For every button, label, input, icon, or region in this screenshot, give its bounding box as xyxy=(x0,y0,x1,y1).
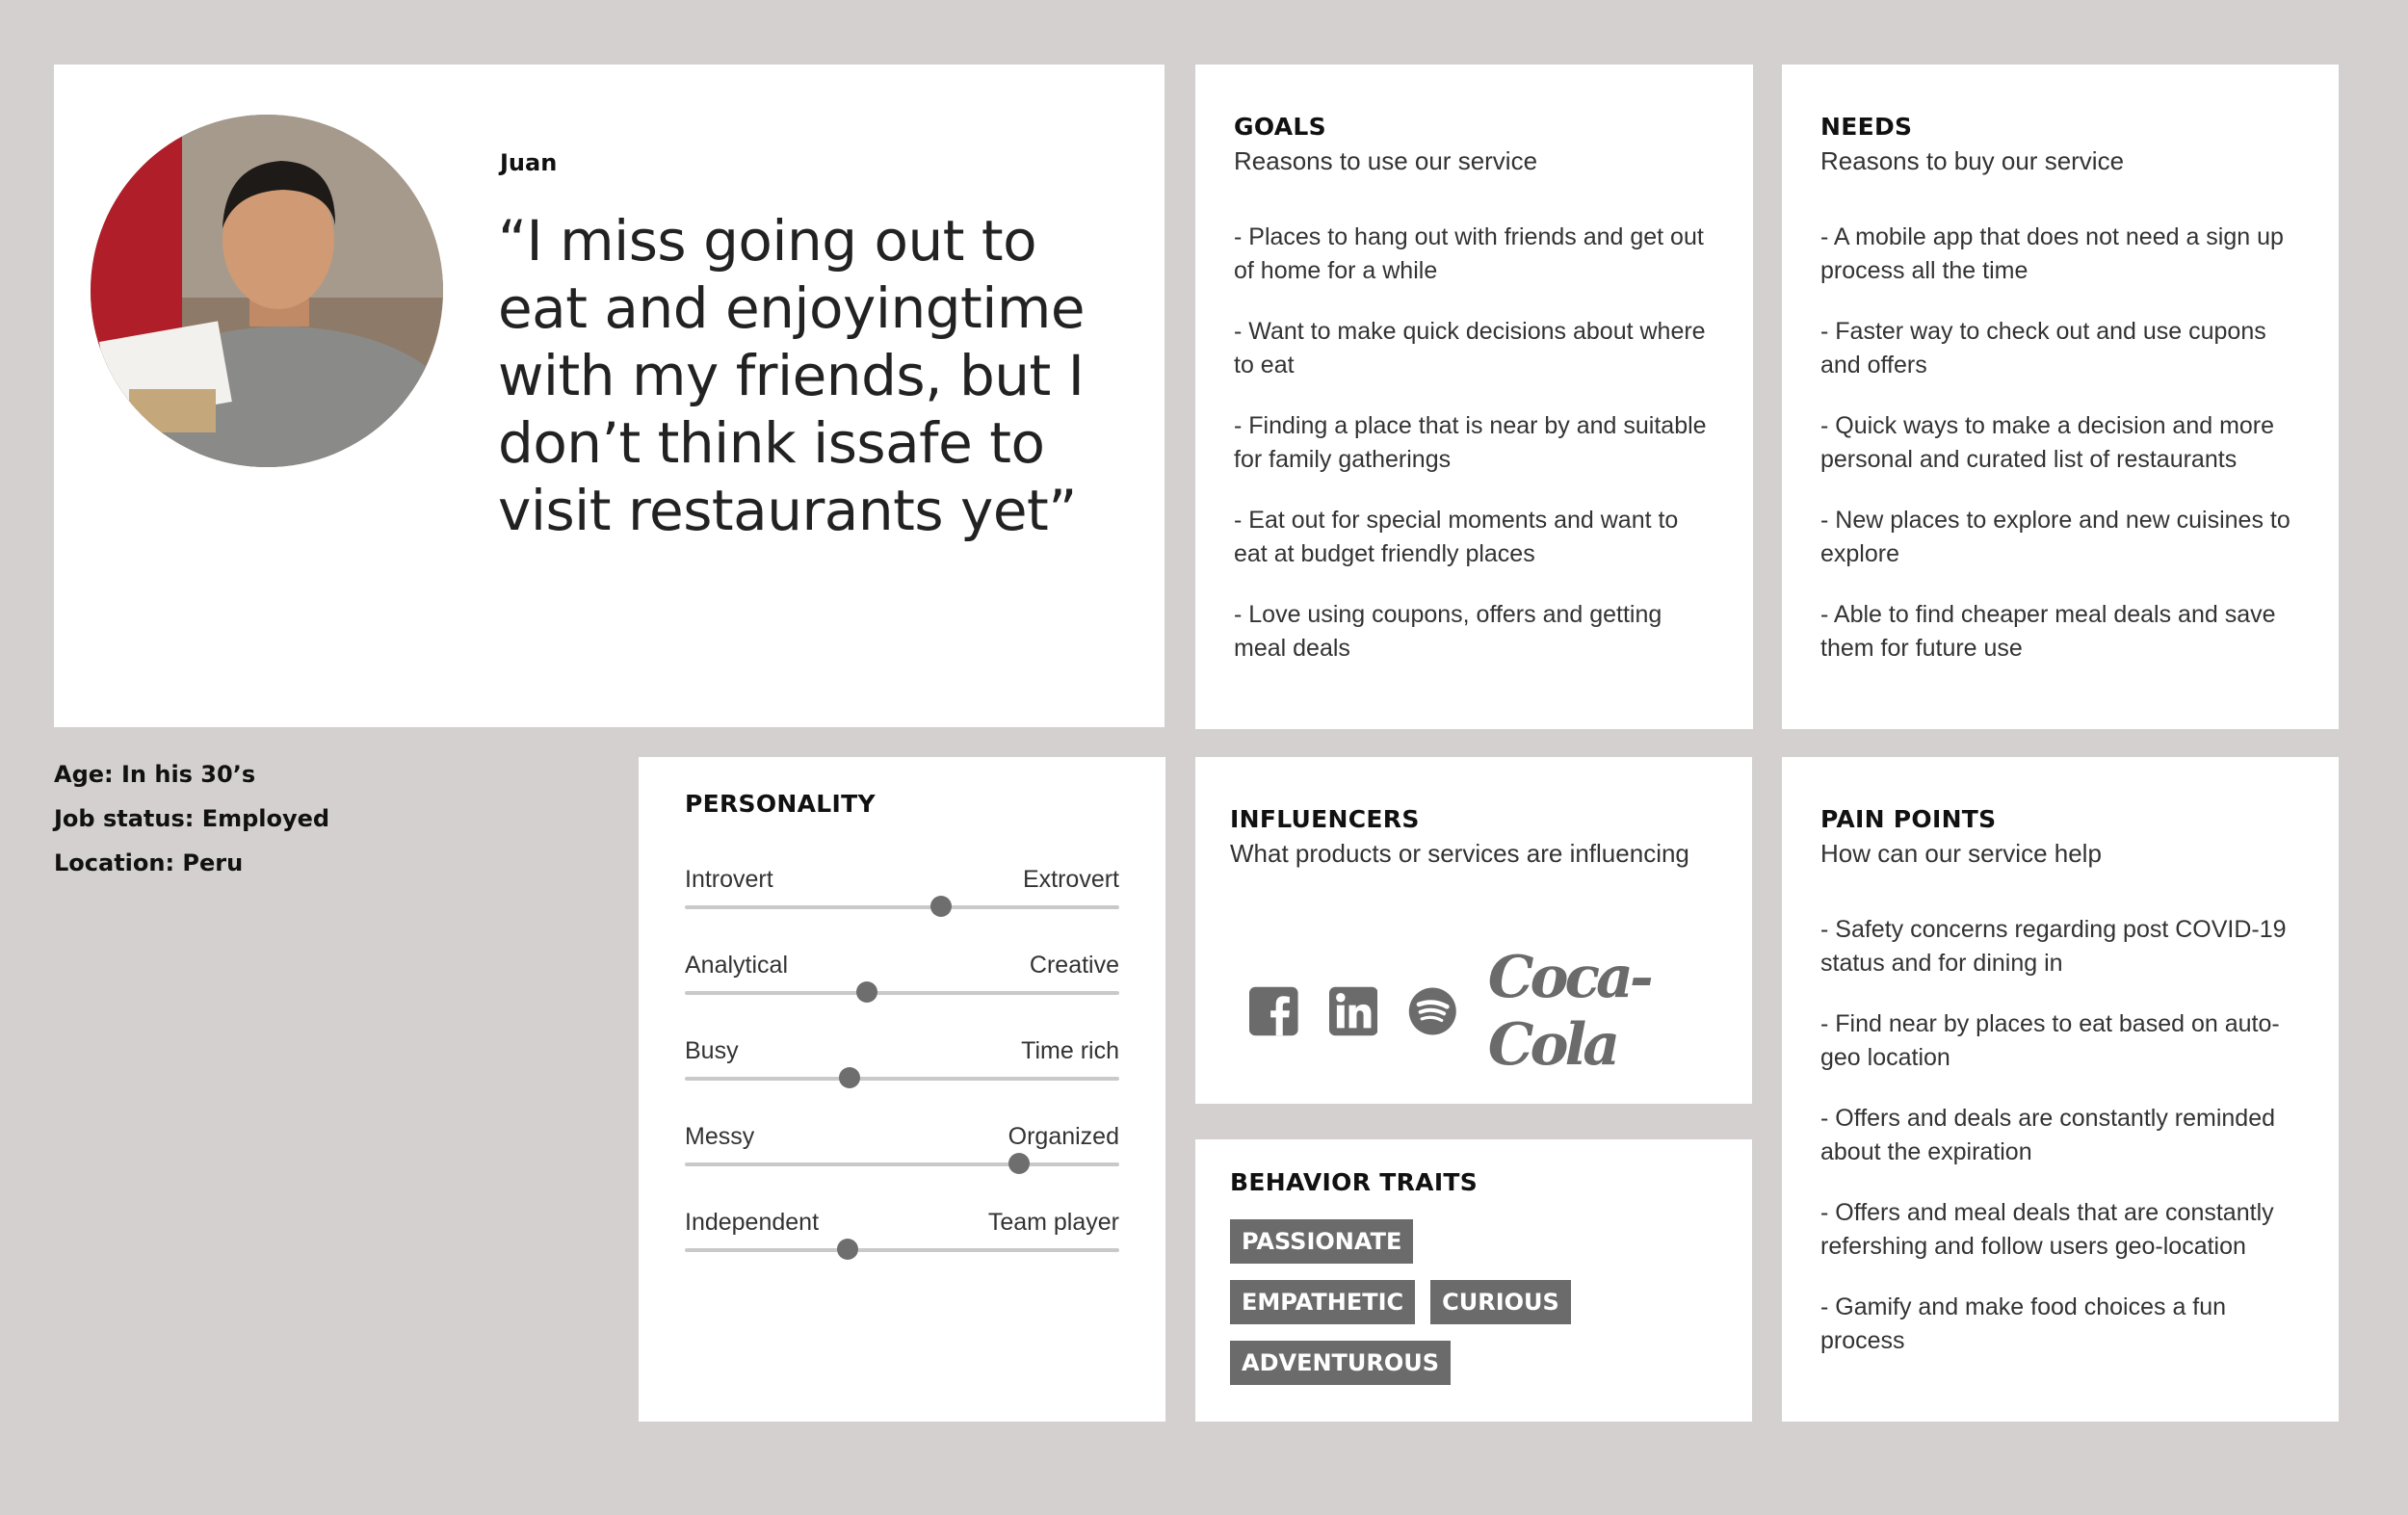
personality-slider xyxy=(685,866,1119,909)
avatar xyxy=(91,115,443,467)
goals-subtitle: Reasons to use our service xyxy=(1234,146,1538,175)
goal-item: - Want to make quick decisions about where to eat xyxy=(1234,318,1706,379)
need-item: - Quick ways to make a decision and more personal and curated list of restaurants xyxy=(1820,412,2275,473)
linkedin-icon xyxy=(1329,980,1378,1042)
need-item: - Faster way to check out and use cupons and offers xyxy=(1820,318,2266,379)
age-text: Age: In his 30’s xyxy=(54,761,256,788)
slider-left-label: Busy xyxy=(685,1037,739,1064)
slider-track xyxy=(685,1077,1119,1081)
personality-slider xyxy=(685,1037,1119,1081)
goal-item: - Finding a place that is near by and suitable for family gatherings xyxy=(1234,412,1707,473)
slider-right-label: Team player xyxy=(987,1209,1119,1236)
pain-point-item: - Offers and meal deals that are constantly refershing and follow users geo-location xyxy=(1820,1199,2274,1260)
influencers-title: INFLUENCERS xyxy=(1230,805,1420,833)
behavior-title: BEHAVIOR TRAITS xyxy=(1230,1168,1479,1196)
goals-title: GOALS xyxy=(1234,113,1326,141)
trait-tags xyxy=(1230,1219,1615,1401)
needs-subtitle: Reasons to buy our service xyxy=(1820,146,2125,175)
personality-card xyxy=(639,757,1165,1422)
slider-left-label: Introvert xyxy=(685,866,773,893)
personality-slider xyxy=(685,1123,1119,1166)
needs-title: NEEDS xyxy=(1820,113,1913,141)
pain-points-card xyxy=(1782,757,2339,1422)
slider-track xyxy=(685,991,1119,995)
personality-title: PERSONALITY xyxy=(685,790,876,818)
slider-track xyxy=(685,1162,1119,1166)
goal-item: - Places to hang out with friends and get out of home for a while xyxy=(1234,223,1704,284)
slider-right-label: Creative xyxy=(1029,952,1119,979)
persona-name: Juan xyxy=(500,149,558,176)
need-item: - New places to explore and new cuisines to explore xyxy=(1820,507,2290,567)
pain-point-item: - Gamify and make food choices a fun process xyxy=(1820,1293,2227,1354)
pain-points-subtitle: How can our service help xyxy=(1820,839,2102,868)
trait-tag: CURIOUS xyxy=(1430,1280,1571,1324)
need-item: - Able to find cheaper meal deals and save them for future use xyxy=(1820,601,2276,662)
slider-left-label: Independent xyxy=(685,1209,820,1236)
spotify-icon xyxy=(1408,980,1457,1042)
slider-right-label: Organized xyxy=(1008,1123,1119,1150)
needs-list xyxy=(1820,221,2300,666)
need-item: - A mobile app that does not need a sign up process all the time xyxy=(1820,223,2284,284)
brand-logos xyxy=(1249,944,1717,1079)
persona-quote: “I miss going out to eat and enjoyingtime with my friends, but I don’t think issafe to visit restaurants yet” xyxy=(498,208,1086,543)
personality-slider xyxy=(685,952,1119,995)
goal-item: - Love using coupons, offers and getting meal deals xyxy=(1234,601,1662,662)
influencers-card xyxy=(1195,757,1752,1104)
pain-point-item: - Find near by places to eat based on auto-geo location xyxy=(1820,1010,2280,1071)
slider-right-label: Time rich xyxy=(1021,1037,1119,1064)
needs-card xyxy=(1782,65,2339,729)
goals-card xyxy=(1195,65,1753,729)
pain-points-list xyxy=(1820,913,2300,1358)
slider-thumb xyxy=(839,1067,860,1088)
slider-track xyxy=(685,905,1119,909)
slider-left-label: Messy xyxy=(685,1123,755,1150)
facebook-icon xyxy=(1249,980,1298,1042)
avatar-photo xyxy=(91,115,443,467)
pain-point-item: - Offers and deals are constantly reminded about the expiration xyxy=(1820,1105,2276,1165)
location-text: Location: Peru xyxy=(54,849,244,876)
job-status-text: Job status: Employed xyxy=(54,805,330,832)
demographics xyxy=(54,761,329,894)
slider-right-label: Extrovert xyxy=(1022,866,1119,893)
pain-point-item: - Safety concerns regarding post COVID-19 status and for dining in xyxy=(1820,916,2287,977)
pain-points-title: PAIN POINTS xyxy=(1820,805,1997,833)
trait-tag: PASSIONATE xyxy=(1230,1219,1413,1264)
coca-cola-logo: Coca-Cola xyxy=(1487,944,1650,1079)
slider-thumb xyxy=(837,1239,858,1260)
slider-track xyxy=(685,1248,1119,1252)
slider-thumb xyxy=(1008,1153,1030,1174)
personality-slider xyxy=(685,1209,1119,1252)
slider-thumb xyxy=(856,981,877,1003)
goal-item: - Eat out for special moments and want to eat at budget friendly places xyxy=(1234,507,1679,567)
slider-thumb xyxy=(930,896,952,917)
profile-card xyxy=(54,65,1165,727)
slider-left-label: Analytical xyxy=(685,952,788,979)
trait-tag: ADVENTUROUS xyxy=(1230,1341,1451,1385)
influencers-subtitle: What products or services are influencing xyxy=(1230,839,1689,868)
behavior-traits-card xyxy=(1195,1139,1752,1422)
trait-tag: EMPATHETIC xyxy=(1230,1280,1415,1324)
goals-list xyxy=(1234,221,1714,666)
